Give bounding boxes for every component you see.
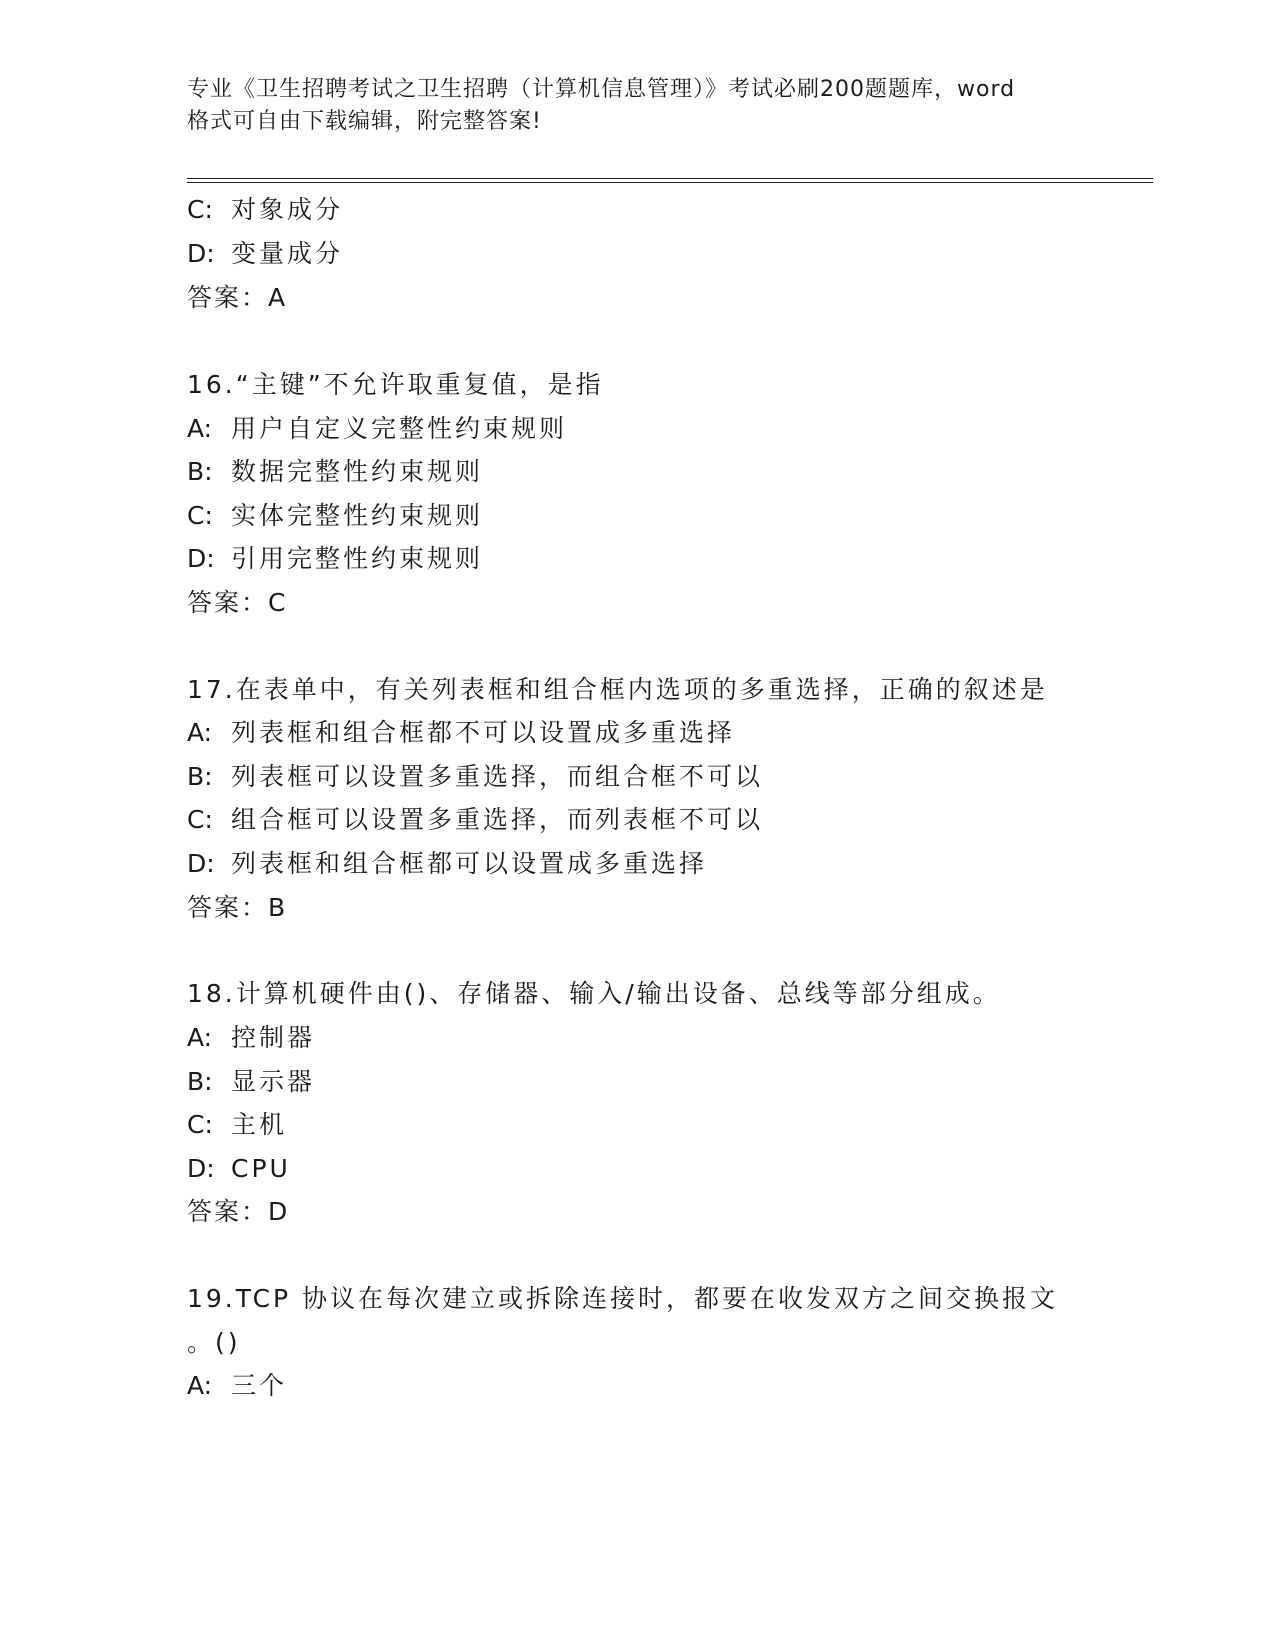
option-a: A: 用户自定义完整性约束规则 <box>187 414 568 443</box>
header-rule-top <box>187 178 1153 179</box>
option-c: C: 实体完整性约束规则 <box>187 501 484 530</box>
option-b: B: 列表框可以设置多重选择，而组合框不可以 <box>187 762 764 791</box>
option-a: A: 控制器 <box>187 1023 316 1052</box>
option-c: C: 对象成分 <box>187 195 344 224</box>
header-line-1: 专业《卫生招聘考试之卫生招聘（计算机信息管理）》考试必刷200题题库，word <box>187 77 1016 102</box>
option-b: B: 数据完整性约束规则 <box>187 457 484 486</box>
question-16-stem: 16.“主键”不允许取重复值，是指 <box>187 370 604 399</box>
option-a: A: 列表框和组合框都不可以设置成多重选择 <box>187 718 736 747</box>
document-header <box>187 74 1087 138</box>
question-19-stem-continued: 。() <box>187 1328 241 1357</box>
option-d: D: 列表框和组合框都可以设置成多重选择 <box>187 849 708 878</box>
answer-label: 答案：A <box>187 283 288 312</box>
option-d: D: CPU <box>187 1154 291 1183</box>
header-line-2: 格式可自由下载编辑，附完整答案! <box>187 109 542 134</box>
answer-label: 答案：B <box>187 893 288 922</box>
question-18-stem: 18.计算机硬件由()、存储器、输入/输出设备、总线等部分组成。 <box>187 979 1001 1008</box>
option-a: A: 三个 <box>187 1371 288 1400</box>
question-19-stem: 19.TCP 协议在每次建立或拆除连接时，都要在收发双方之间交换报文 <box>187 1284 1059 1313</box>
option-d: D: 变量成分 <box>187 239 344 268</box>
question-17-stem: 17.在表单中，有关列表框和组合框内选项的多重选择，正确的叙述是 <box>187 675 1048 704</box>
option-d: D: 引用完整性约束规则 <box>187 544 484 573</box>
option-c: C: 主机 <box>187 1110 288 1139</box>
option-c: C: 组合框可以设置多重选择，而列表框不可以 <box>187 805 764 834</box>
answer-label: 答案：D <box>187 1197 290 1226</box>
option-b: B: 显示器 <box>187 1067 316 1096</box>
header-rule-bottom <box>187 182 1153 183</box>
answer-label: 答案：C <box>187 588 288 617</box>
